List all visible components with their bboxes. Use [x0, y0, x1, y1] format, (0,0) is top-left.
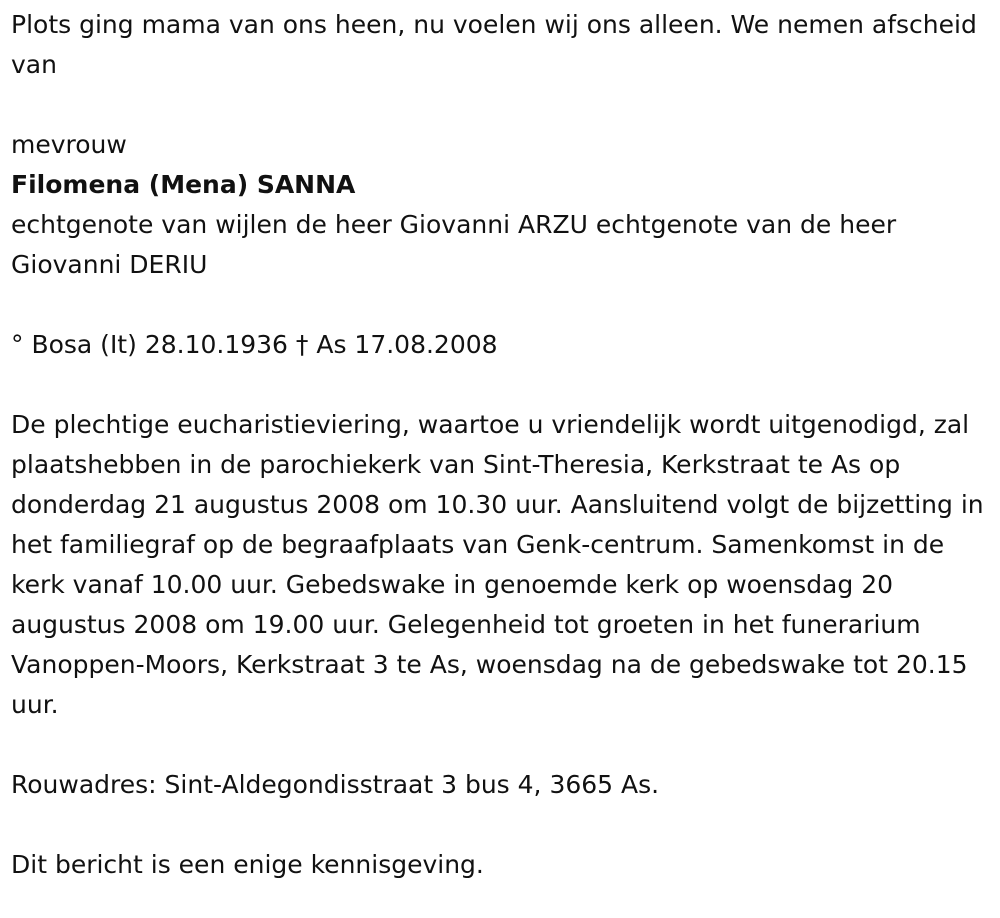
intro-text: Plots ging mama van ons heen, nu voelen wij ons alleen. We nemen afscheid van — [11, 10, 977, 79]
closing-statement: Dit bericht is een enige kennisgeving. — [11, 850, 484, 879]
birth-death-dates: ° Bosa (It) 28.10.1936 † As 17.08.2008 — [11, 330, 498, 359]
deceased-name: Filomena (Mena) SANNA — [11, 170, 356, 199]
ceremony-details: De plechtige eucharistieviering, waartoe u vriendelijk wordt uitgenodigd, zal plaatshebben in de parochiekerk van Sint-Theresia, Kerkstraat te As op donderdag 21 augustus 2008 om 10.30 uur. Aansluitend volgt de bijzetting in het familiegraf op de begraafplaats van Genk-centrum. Samenkomst in de kerk vanaf 10.00 uur. Gebedswake in genoemde kerk op woensdag 20 augustus 2008 om 19.00 uur. Gelegenheid tot groeten in het funerarium Vanoppen-Moors, Kerkstraat 3 te As, woensdag na de gebedswake tot 20.15 uur. — [11, 410, 984, 719]
mourning-address: Rouwadres: Sint-Aldegondisstraat 3 bus 4, 3665 As. — [11, 770, 660, 799]
honorific-title: mevrouw — [11, 130, 127, 159]
spouse-text: echtgenote van wijlen de heer Giovanni ARZU echtgenote van de heer Giovanni DERIU — [11, 210, 897, 279]
